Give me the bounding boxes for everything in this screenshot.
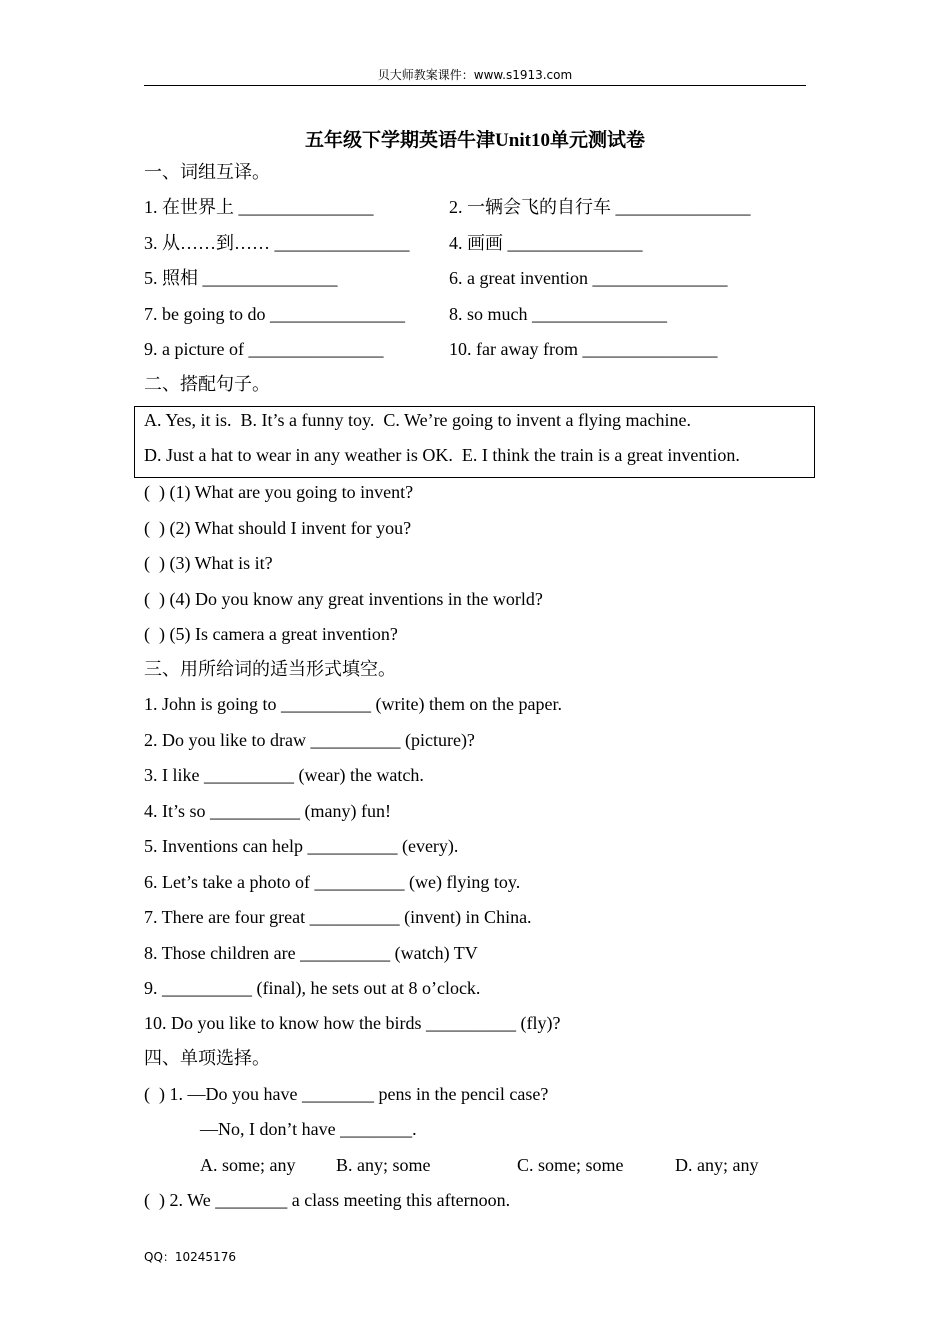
section-heading: 二、搭配句子。	[144, 374, 270, 394]
fill-blank-question: 8. Those children are __________ (watch) TV	[144, 943, 478, 963]
fill-blank-question: 5. Inventions can help __________ (every).	[144, 836, 459, 856]
section-heading: 一、词组互译。	[144, 162, 270, 182]
match-question: ( ) (2) What should I invent for you?	[144, 518, 412, 538]
fill-blank-question: 10. Do you like to know how the birds __________ (fly)?	[144, 1013, 561, 1033]
fill-blank-question: 6. Let’s take a photo of __________ (we) flying toy.	[144, 872, 521, 892]
phrase-item: 3. 从……到…… _______________	[144, 233, 410, 253]
fill-blank-question: 9. __________ (final), he sets out at 8 o’clock.	[144, 978, 481, 998]
choice-option: D. any; any	[675, 1155, 759, 1175]
phrase-item: 6. a great invention _______________	[449, 268, 728, 288]
phrase-item: 1. 在世界上 _______________	[144, 197, 374, 217]
match-question: ( ) (3) What is it?	[144, 553, 273, 573]
fill-blank-question: 4. It’s so __________ (many) fun!	[144, 801, 391, 821]
choice-option: B. any; some	[336, 1155, 431, 1175]
fill-blank-question: 1. John is going to __________ (write) them on the paper.	[144, 694, 562, 714]
choice-question-reply: —No, I don’t have ________.	[200, 1119, 417, 1139]
section-heading: 四、单项选择。	[144, 1048, 270, 1068]
fill-blank-question: 3. I like __________ (wear) the watch.	[144, 765, 424, 785]
answer-option-line: D. Just a hat to wear in any weather is OK. E. I think the train is a great invention.	[144, 445, 740, 465]
answer-option-line: A. Yes, it is. B. It’s a funny toy. C. We’re going to invent a flying machine.	[144, 410, 691, 430]
page-header: 贝大师教案课件：www.s1913.com	[377, 68, 573, 82]
page-title: 五年级下学期英语牛津Unit10单元测试卷	[305, 130, 645, 151]
match-question: ( ) (4) Do you know any great inventions in the world?	[144, 589, 543, 609]
phrase-item: 7. be going to do _______________	[144, 304, 405, 324]
phrase-item: 9. a picture of _______________	[144, 339, 384, 359]
header-divider	[144, 85, 806, 86]
choice-option: C. some; some	[517, 1155, 624, 1175]
page-footer: QQ：10245176	[144, 1250, 236, 1264]
choice-question: ( ) 2. We ________ a class meeting this afternoon.	[144, 1190, 511, 1210]
choice-option: A. some; any	[200, 1155, 296, 1175]
match-question: ( ) (1) What are you going to invent?	[144, 482, 414, 502]
phrase-item: 10. far away from _______________	[449, 339, 718, 359]
choice-question: ( ) 1. —Do you have ________ pens in the pencil case?	[144, 1084, 549, 1104]
phrase-item: 2. 一辆会飞的自行车 _______________	[449, 197, 751, 217]
fill-blank-question: 7. There are four great __________ (invent) in China.	[144, 907, 532, 927]
phrase-item: 4. 画画 _______________	[449, 233, 643, 253]
match-question: ( ) (5) Is camera a great invention?	[144, 624, 398, 644]
phrase-item: 8. so much _______________	[449, 304, 667, 324]
phrase-item: 5. 照相 _______________	[144, 268, 338, 288]
section-heading: 三、用所给词的适当形式填空。	[144, 659, 396, 679]
fill-blank-question: 2. Do you like to draw __________ (picture)?	[144, 730, 475, 750]
